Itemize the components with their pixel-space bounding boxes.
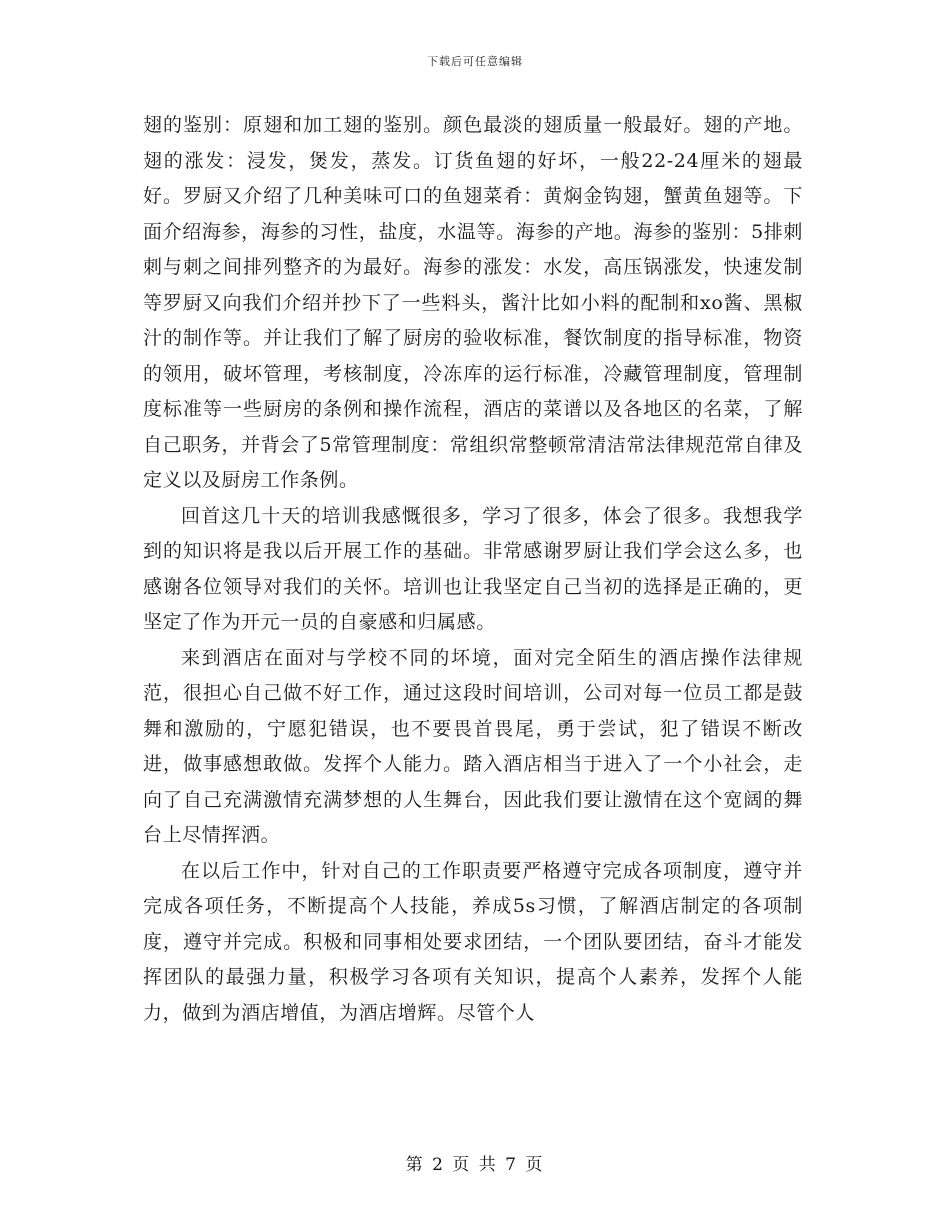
paragraph-3: 来到酒店在面对与学校不同的坏境，面对完全陌生的酒店操作法律规范，很担心自己做不好工作，通过这段时间培训，公司对每一位员工都是鼓舞和激励的，宁愿犯错误，也不要畏首畏尾，勇于尝试，犯了错误不断改进，做事感想敢做。发挥个人能力。踏入酒店相当于进入了一个小社会，走向了自己充满激情充满梦想的人生舞台，因此我们要让激情在这个宽阔的舞台上尽情挥洒。 [143,646,803,846]
page-header-note: 下载后可任意编辑 [427,55,523,68]
paragraph-4: 在以后工作中，针对自己的工作职责要严格遵守完成各项制度，遵守并完成各项任务，不断提高个人技能，养成5s习惯，了解酒店制定的各项制度，遵守并完成。积极和同事相处要求团结，一个团队要团结，奋斗才能发挥团队的最强力量，积极学习各项有关知识，提高个人素养，发挥个人能力，做到为酒店增值，为酒店增辉。尽管个人 [143,859,803,1024]
document-body [143,108,803,1031]
paragraph-1: 翅的鉴别：原翅和加工翅的鉴别。颜色最淡的翅质量一般最好。翅的产地。翅的涨发：浸发，煲发，蒸发。订货鱼翅的好坏，一般22-24厘米的翅最好。罗厨又介绍了几种美味可口的鱼翅菜肴：黄焖金钩翅，蟹黄鱼翅等。下面介绍海参，海参的习性，盐度，水温等。海参的产地。海参的鉴别：5排刺刺与刺之间排列整齐的为最好。海参的涨发：水发，高压锅涨发，快速发制等罗厨又向我们介绍并抄下了一些料头，酱汁比如小料的配制和xo酱、黑椒汁的制作等。并让我们了解了厨房的验收标准，餐饮制度的指导标准，物资的领用，破坏管理，考核制度，冷冻库的运行标准，冷藏管理制度，管理制度标准等一些厨房的条例和操作流程，酒店的菜谱以及各地区的名菜，了解自己职务，并背会了5常管理制度：常组织常整顿常清洁常法律规范常自律及定义以及厨房工作条例。 [143,114,803,491]
paragraph-2: 回首这几十天的培训我感慨很多，学习了很多，体会了很多。我想我学到的知识将是我以后开展工作的基础。非常感谢罗厨让我们学会这么多，也感谢各位领导对我们的关怀。培训也让我坚定自己当初的选择是正确的，更坚定了作为开元一员的自豪感和归属感。 [143,504,803,633]
page-number: 第 2 页 共 7 页 [405,1155,545,1175]
